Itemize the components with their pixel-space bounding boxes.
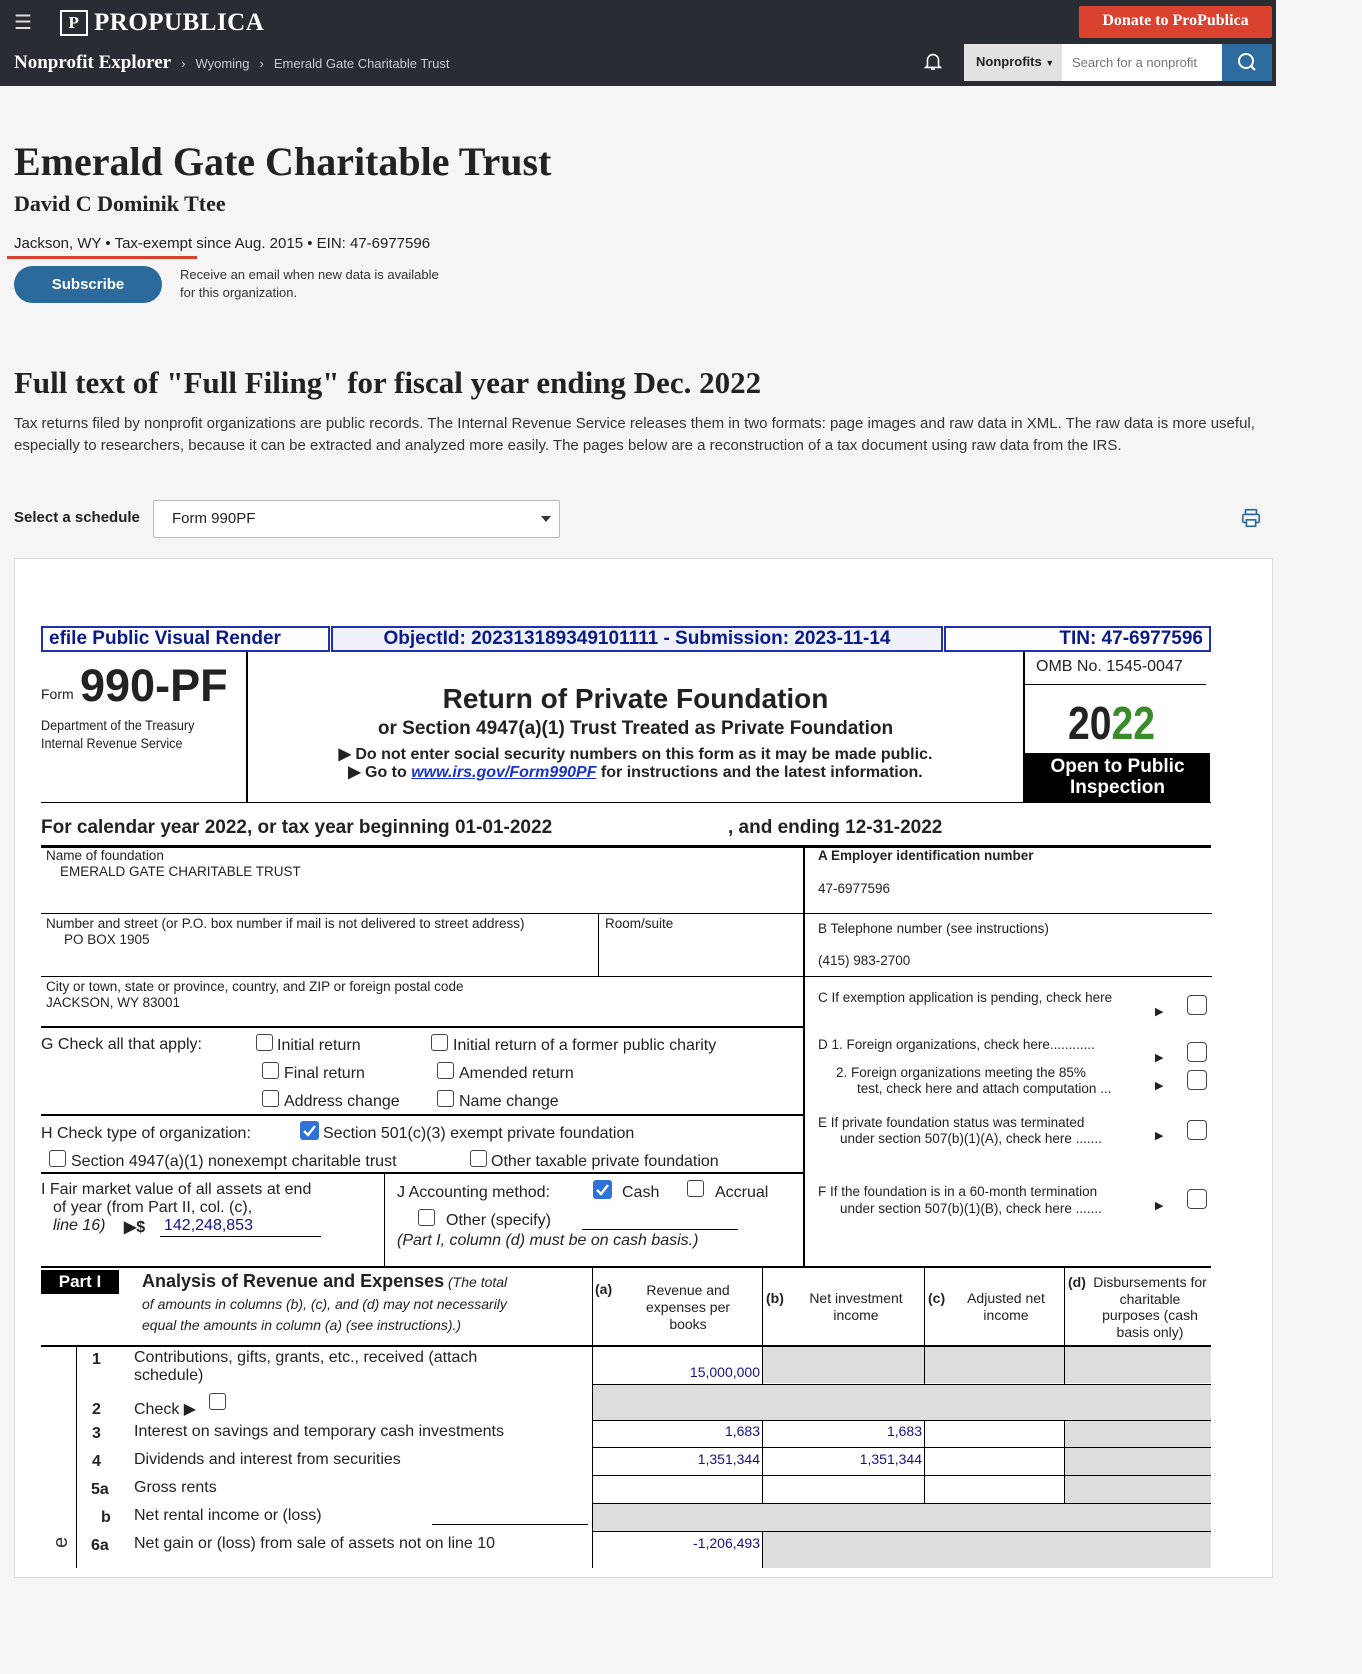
room-label: Room/suite — [605, 916, 674, 931]
j-cash-checkbox[interactable] — [593, 1180, 612, 1199]
j-accrual-label: Accrual — [715, 1184, 769, 1201]
arrow-icon: ▶ — [1155, 1052, 1164, 1064]
e-checkbox[interactable] — [1187, 1120, 1207, 1140]
breadcrumb-org[interactable]: Emerald Gate Charitable Trust — [273, 55, 450, 71]
object-id: ObjectId: 202313189349101111 - Submission: 2023-11-14 — [331, 626, 943, 652]
row-col-b-value: 1,683 — [886, 1423, 922, 1439]
form-notice-2 — [248, 762, 1023, 782]
i-label-1: I Fair market value of all assets at end — [41, 1181, 312, 1198]
grey-cell — [925, 1347, 1064, 1383]
schedule-value: Form 990PF — [172, 510, 256, 527]
i-label-2: of year (from Part II, col. (c), — [53, 1199, 253, 1216]
f-checkbox[interactable] — [1187, 1189, 1207, 1209]
row-number: 2 — [92, 1401, 101, 1418]
row-col-a-value: 1,351,344 — [697, 1451, 760, 1467]
side-section-letter: e — [50, 1536, 72, 1548]
e-label-2: under section 507(b)(1)(A), check here ....... — [840, 1131, 1102, 1146]
org-subtitle: David C Dominik Ttee — [14, 191, 226, 216]
col-b-header: Net investment income — [809, 1290, 903, 1323]
checkmark-icon — [593, 1180, 612, 1199]
breadcrumb — [14, 52, 449, 74]
form-main-title: Return of Private Foundation — [442, 683, 829, 714]
row-number: b — [101, 1509, 111, 1526]
j-other-label: Other (specify) — [446, 1212, 551, 1229]
initial-return-former-checkbox[interactable] — [431, 1034, 448, 1051]
search-icon — [1222, 44, 1272, 81]
row-label: Net gain or (loss) from sale of assets not on line 10 — [134, 1535, 496, 1552]
efile-label: efile Public Visual Render — [41, 626, 330, 652]
org-meta: Jackson, WY • Tax-exempt since Aug. 2015 • EIN: 47-6977596 — [14, 235, 431, 252]
caret-down-icon: ▼ — [1045, 58, 1055, 68]
col-d-header: Disbursements for charitable purposes (cash basis only) — [1093, 1274, 1207, 1340]
d2-label-1: 2. Foreign organizations meeting the 85% — [836, 1065, 1086, 1080]
row-col-b-value: 1,351,344 — [859, 1451, 922, 1467]
name-value: EMERALD GATE CHARITABLE TRUST — [60, 864, 301, 879]
tax-year-prefix: 20 — [1068, 697, 1112, 749]
logo-mark: P — [60, 10, 88, 36]
city-value: JACKSON, WY 83001 — [46, 995, 181, 1010]
city-label: City or town, state or province, country, and ZIP or foreign postal code — [46, 979, 464, 994]
org-tax-exempt: Tax-exempt since Aug. 2015 — [114, 235, 304, 252]
irs-link[interactable]: www.irs.gov/Form990PF — [411, 764, 597, 781]
form-prefix: Form — [41, 686, 74, 702]
arrow-icon: ▶ — [1155, 1006, 1164, 1018]
grey-cell — [1065, 1347, 1211, 1383]
b-label: B Telephone number (see instructions) — [818, 921, 1049, 936]
subscribe-button[interactable]: Subscribe — [14, 266, 162, 303]
row-number: 4 — [92, 1453, 101, 1470]
bell-icon[interactable] — [922, 50, 944, 72]
j-cash-label: Cash — [622, 1184, 660, 1201]
j-other-checkbox[interactable] — [418, 1209, 435, 1226]
chevron-right-icon: › — [259, 55, 264, 71]
filing-description: Tax returns filed by nonprofit organizations are public records. The Internal Revenue Service releases them in two formats: page images and raw data in XML. The raw data is more useful, especially to researchers, because it can be extracted and analyzed more easily. The pages below are a reconstruction of a tax document using raw data from the IRS. — [14, 415, 1255, 454]
caret-down-icon — [541, 516, 551, 522]
notice-2-pre: ▶ Go to — [348, 764, 412, 781]
c-checkbox[interactable] — [1187, 995, 1207, 1015]
col-c-tag: (c) — [928, 1290, 946, 1306]
d2-checkbox[interactable] — [1187, 1070, 1207, 1090]
initial-return-checkbox[interactable] — [256, 1034, 273, 1051]
checkmark-icon — [300, 1121, 319, 1140]
search-category-label: Nonprofits — [976, 54, 1042, 69]
final-return-checkbox[interactable] — [262, 1062, 279, 1079]
part-note-2: of amounts in columns (b), (c), and (d) may not necessarily — [142, 1296, 507, 1312]
arrow-icon: ▶ — [1155, 1130, 1164, 1142]
f-label-1: F If the foundation is in a 60-month termination — [818, 1184, 1098, 1199]
a-label: A Employer identification number — [818, 848, 1034, 863]
row-number: 1 — [92, 1351, 101, 1368]
a-value: 47-6977596 — [818, 881, 891, 896]
row-col-a-value: 15,000,000 — [689, 1364, 760, 1380]
location-underline — [7, 256, 197, 259]
col-b-tag: (b) — [766, 1290, 784, 1306]
breadcrumb-state[interactable]: Wyoming — [195, 55, 250, 71]
search-input[interactable] — [1062, 44, 1222, 81]
row-label: Net rental income or (loss) — [134, 1507, 322, 1524]
breadcrumb-nonprofit-explorer[interactable]: Nonprofit Explorer — [14, 52, 172, 73]
ending-line: , and ending 12-31-2022 — [728, 817, 943, 838]
row-label: Gross rents — [134, 1479, 217, 1496]
menu-icon[interactable]: ☰ — [14, 12, 32, 34]
final-return-label: Final return — [284, 1065, 365, 1082]
arrow-icon: ▶ — [1155, 1080, 1164, 1092]
h-label: H Check type of organization: — [41, 1125, 251, 1142]
tax-year — [1068, 696, 1155, 750]
f-label-2: under section 507(b)(1)(B), check here ....... — [840, 1201, 1102, 1216]
part-title — [142, 1271, 507, 1292]
col-c-header: Adjusted net income — [967, 1290, 1045, 1323]
h-501c3-checkbox[interactable] — [300, 1121, 319, 1140]
col-a-header: Revenue and expenses per books — [645, 1282, 731, 1332]
row-label: Dividends and interest from securities — [134, 1451, 401, 1468]
j-accrual-checkbox[interactable] — [687, 1180, 704, 1197]
row-number: 5a — [91, 1481, 109, 1498]
grey-cell — [763, 1347, 924, 1383]
schedule-select[interactable] — [153, 500, 560, 538]
form-sub-title: or Section 4947(a)(1) Trust Treated as Private Foundation — [377, 718, 894, 739]
form-notice-1: ▶ Do not enter social security numbers on this form as it may be made public. — [338, 746, 933, 763]
i-label-3: line 16) — [53, 1217, 106, 1234]
d2-label-2: test, check here and attach computation ... — [857, 1081, 1112, 1096]
street-value: PO BOX 1905 — [64, 932, 150, 947]
search-category-select[interactable] — [964, 44, 1062, 81]
dept-line-1: Department of the Treasury — [41, 717, 195, 733]
row-col-a-value: 1,683 — [724, 1423, 760, 1439]
e-label-1: E If private foundation status was terminated — [818, 1115, 1085, 1130]
tax-year-suffix: 22 — [1111, 697, 1155, 749]
row-label: Interest on savings and temporary cash investments — [134, 1423, 504, 1440]
j-label: J Accounting method: — [397, 1184, 550, 1201]
b-value: (415) 983-2700 — [818, 953, 911, 968]
dept-line-2: Internal Revenue Service — [41, 735, 183, 751]
schedule-label: Select a schedule — [14, 509, 140, 526]
org-title: Emerald Gate Charitable Trust — [14, 139, 552, 184]
propublica-logo[interactable] — [60, 9, 264, 37]
row-label-2: schedule) — [134, 1367, 204, 1384]
form-number: 990-PF — [80, 660, 228, 711]
subscribe-text: Receive an email when new data is available for this organization. — [180, 267, 439, 300]
chevron-right-icon: › — [181, 55, 186, 71]
street-label: Number and street (or P.O. box number if mail is not delivered to street address) — [46, 916, 525, 931]
grey-cell — [763, 1532, 1211, 1568]
amended-return-label: Amended return — [459, 1065, 574, 1082]
grey-cell — [1065, 1420, 1211, 1504]
name-change-checkbox[interactable] — [437, 1090, 454, 1107]
grey-cell — [593, 1385, 1211, 1420]
top-nav-bar — [0, 0, 1276, 86]
grey-cell — [593, 1504, 1211, 1532]
h-other-label: Other taxable private foundation — [491, 1153, 719, 1170]
h-other-checkbox[interactable] — [470, 1150, 487, 1167]
logo-text: PROPUBLICA — [94, 9, 265, 36]
initial-return-former-label: Initial return of a former public charity — [453, 1037, 717, 1054]
h-501c3-label: Section 501(c)(3) exempt private foundation — [323, 1125, 635, 1142]
org-ein: EIN: 47-6977596 — [316, 235, 431, 252]
open-to-public-badge: Open to Public Inspection — [1025, 753, 1210, 802]
part-note-3: equal the amounts in column (a) (see instructions).) — [142, 1317, 462, 1333]
tin-label: TIN: 47-6977596 — [944, 626, 1211, 652]
h-4947-checkbox[interactable] — [49, 1150, 66, 1167]
j-note: (Part I, column (d) must be on cash basis.) — [397, 1232, 699, 1249]
name-change-label: Name change — [459, 1093, 559, 1110]
part-note-1: (The total — [444, 1274, 508, 1290]
part-1-badge: Part I — [41, 1270, 119, 1294]
name-label: Name of foundation — [46, 848, 164, 863]
initial-return-label: Initial return — [277, 1037, 361, 1054]
row-label: Check ▶ — [134, 1401, 197, 1418]
d1-checkbox[interactable] — [1187, 1042, 1207, 1062]
filing-heading: Full text of "Full Filing" for fiscal year ending Dec. 2022 — [14, 365, 762, 400]
row-number: 6a — [91, 1537, 109, 1554]
address-change-checkbox[interactable] — [262, 1090, 279, 1107]
amended-return-checkbox[interactable] — [437, 1062, 454, 1079]
row-label: Contributions, gifts, grants, etc., received (attach — [134, 1349, 478, 1366]
i-value: 142,248,853 — [164, 1217, 253, 1234]
print-icon[interactable] — [1240, 507, 1262, 529]
arrow-icon: ▶ — [1155, 1200, 1164, 1212]
donate-button[interactable]: Donate to ProPublica — [1079, 6, 1272, 38]
h-4947-label: Section 4947(a)(1) nonexempt charitable trust — [71, 1153, 397, 1170]
d1-label: D 1. Foreign organizations, check here............ — [818, 1037, 1095, 1052]
search-button[interactable] — [1222, 44, 1272, 81]
g-label: G Check all that apply: — [41, 1036, 202, 1053]
line-2-checkbox[interactable] — [209, 1393, 226, 1410]
col-a-tag: (a) — [595, 1281, 613, 1297]
part-title-text: Analysis of Revenue and Expenses — [142, 1271, 445, 1291]
c-label: C If exemption application is pending, check here — [818, 990, 1113, 1005]
notice-2-post: for instructions and the latest information. — [596, 764, 923, 781]
org-location: Jackson, WY — [14, 235, 102, 252]
omb-number: OMB No. 1545-0047 — [1036, 658, 1183, 675]
calendar-year-line: For calendar year 2022, or tax year beginning 01-01-2022 — [41, 817, 553, 838]
col-d-tag: (d) — [1068, 1274, 1086, 1290]
row-number: 3 — [92, 1425, 101, 1442]
address-change-label: Address change — [284, 1093, 400, 1110]
i-dollar: ▶$ — [124, 1219, 146, 1236]
row-col-a-value: -1,206,493 — [693, 1535, 760, 1551]
